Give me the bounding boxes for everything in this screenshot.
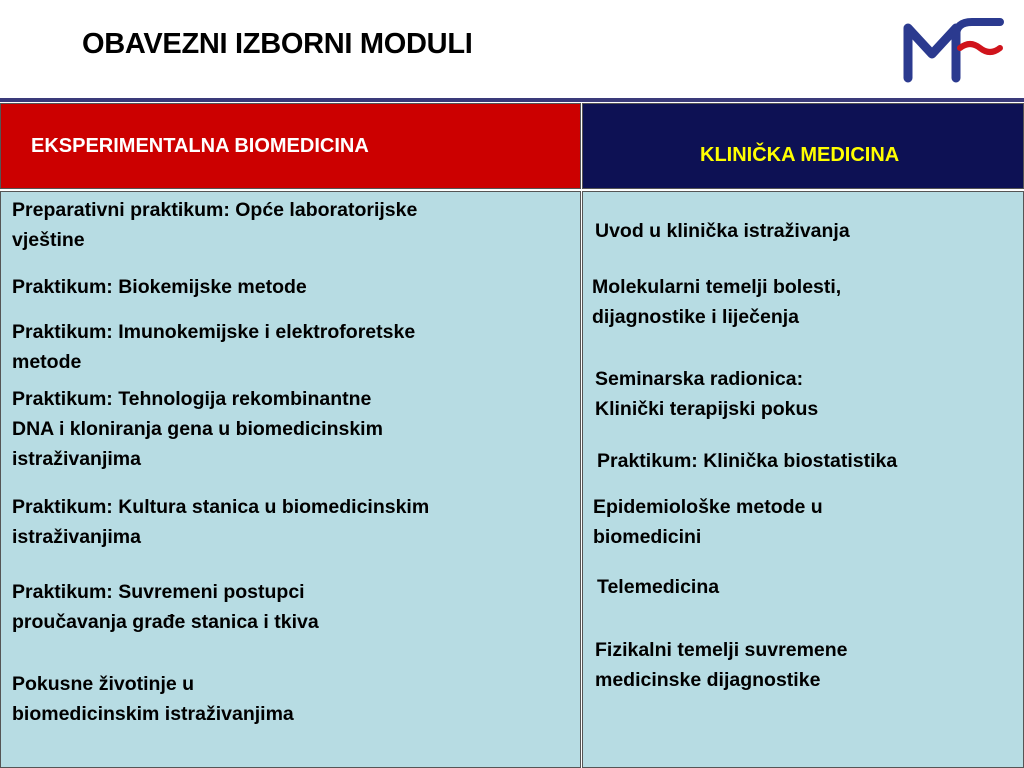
module-item: Seminarska radionica: Klinički terapijski pokus (595, 368, 819, 420)
module-item: Fizikalni temelji suvremene medicinske dijagnostike (595, 639, 848, 691)
module-item: Epidemiološke metode u biomedicini (593, 496, 823, 548)
module-item: Uvod u klinička istraživanja (595, 220, 850, 242)
experimental-biomedicine-header (0, 103, 581, 189)
module-item: Praktikum: Klinička biostatistika (597, 450, 898, 472)
mf-logo (898, 14, 1010, 84)
experimental-biomedicine-modules (0, 191, 581, 768)
module-item: Pokusne životinje u biomedicinskim istraživanjima (12, 673, 294, 725)
module-item: Preparativni praktikum: Opće laboratorijske vještine (12, 199, 418, 251)
module-item: Molekularni temelji bolesti, dijagnostike i liječenja (592, 276, 842, 328)
module-item: Praktikum: Biokemijske metode (12, 276, 307, 298)
module-item: Telemedicina (597, 576, 720, 598)
clinical-medicine-header (582, 103, 1024, 189)
clinical-medicine-label: KLINIČKA MEDICINA (700, 144, 900, 166)
module-item: Praktikum: Imunokemijske i elektroforetske metode (12, 321, 416, 373)
experimental-biomedicine-label: EKSPERIMENTALNA BIOMEDICINA (31, 135, 369, 157)
module-item: Praktikum: Kultura stanica u biomedicinskim istraživanjima (12, 496, 430, 548)
slide-title: OBAVEZNI IZBORNI MODULI (82, 28, 473, 60)
title-divider (0, 98, 1024, 102)
module-item: Praktikum: Suvremeni postupci proučavanja građe stanica i tkiva (12, 581, 319, 633)
clinical-medicine-modules (582, 191, 1024, 768)
module-item: Praktikum: Tehnologija rekombinantne DNA i kloniranja gena u biomedicinskim istraživanjima (12, 388, 383, 470)
